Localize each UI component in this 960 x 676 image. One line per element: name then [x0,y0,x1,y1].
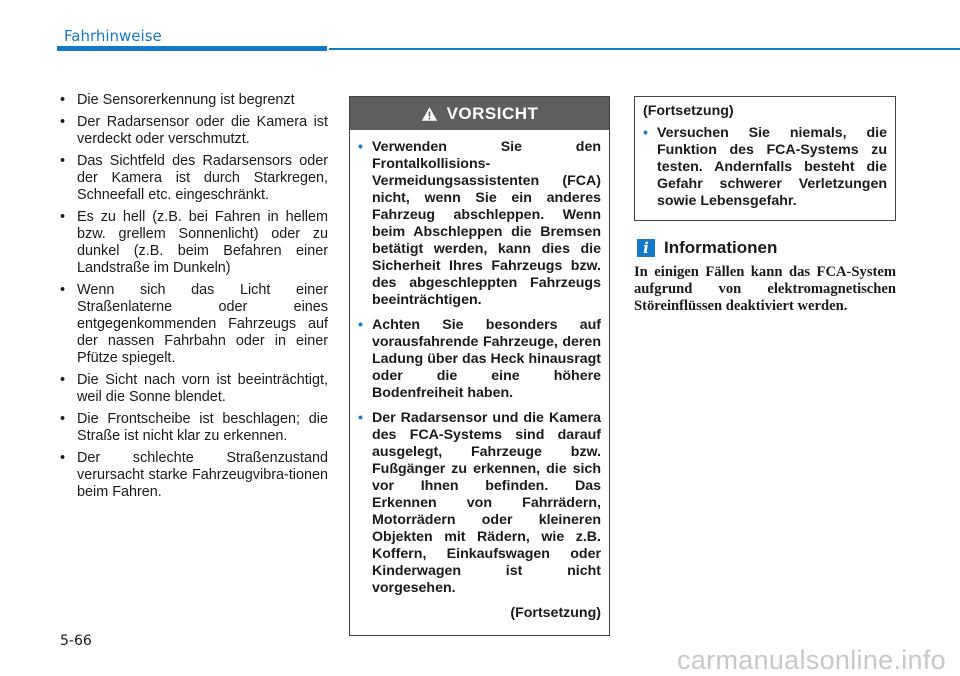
list-item [60,209,328,277]
caution-item-text: Der Radarsensor und die Kamera des FCA-Systems sind darauf ausgelegt, Fahrzeuge bzw. Fußgänger zu erkennen, die sich vor Ihnen befinden. Das Erkennen von Fahrrädern, Motorrädern oder kleineren Objekten mit Rädern, wie z.B. Koffern, Einkaufswagen oder Kinderwagen ist nicht vorgesehen. [372,410,601,596]
bullet: • [60,411,66,427]
list-item-text: Wenn sich das Licht einer Straßenlaterne oder eines entgegenkommenden Fahrzeugs auf der nassen Fahrbahn oder in einer Pfütze spiegelt. [77,282,328,366]
info-title: Informationen [664,238,778,257]
list-item [60,282,328,367]
caution-title: VORSICHT [446,103,539,123]
list-item [60,411,328,445]
bullet: • [60,372,66,388]
continuation-item-text: Versuchen Sie niemals, die Funktion des FCA-Systems zu testen. Andernfalls besteht die Gefahr schwerer Verletzungen sowie Lebensgefahr. [657,125,887,209]
bullet: • [60,282,66,298]
list-item-text: Es zu hell (z.B. bei Fahren in hellem bzw. grellem Sonnenlicht) oder zu dunkel (z.B. beim Befahren einer Landstraße im Dunkeln) [77,209,328,276]
list-item-text: Die Sicht nach vorn ist beeinträchtigt, weil die Sonne blendet. [77,372,328,405]
caution-box [349,96,610,636]
info-heading [637,238,777,258]
caution-item [358,317,601,402]
list-item [60,372,328,406]
bullet: • [60,153,66,169]
caution-header [350,97,609,130]
caution-item-text: Achten Sie besonders auf vorausfahrende Fahrzeuge, deren Ladung über das Heck hinausragt oder die eine höhere Bodenfreiheit haben. [372,317,601,401]
watermark: carmanualsonline.info [677,645,946,675]
info-icon: i [637,239,655,257]
section-title: Fahrhinweise [64,27,162,45]
page-number: 5-66 [60,633,92,649]
bullet: • [60,114,66,130]
list-item [60,153,328,204]
list-item [60,92,328,109]
continuation-list [643,125,887,210]
caution-list [358,139,601,597]
bullet: • [643,125,648,141]
continuation-heading: (Fortsetzung) [643,103,734,119]
caution-item-text: Verwenden Sie den Frontalkollisions-Vermeidungsassistenten (FCA) nicht, wenn Sie ein anderes Fahrzeug abschleppen. Wenn beim Abschleppen die Bremsen betätigt werden, kann dies die Sicherheit Ihres Fahrzeugs bzw. des abgeschleppten Fahrzeugs beeinträchtigen. [372,139,601,308]
bullet: • [358,139,363,155]
continued-label: (Fortsetzung) [510,605,601,621]
info-text: In einigen Fällen kann das FCA-System aufgrund von elektromagnetischen Störeinflüssen deaktiviert werden. [634,264,896,314]
caution-body [350,130,609,621]
left-column [60,92,328,506]
bullet: • [60,450,66,466]
caution-item [358,410,601,597]
continuation-item [643,125,887,210]
bullet: • [358,410,363,426]
list-item-text: Das Sichtfeld des Radarsensors oder der Kamera ist durch Starkregen, Schneefall etc. eingeschränkt. [77,153,328,203]
caution-item [358,139,601,309]
list-item-text: Die Sensorerkennung ist begrenzt [77,92,295,108]
header-rule-accent [57,46,327,51]
warning-triangle-icon [421,106,438,122]
list-item [60,114,328,148]
bullet: • [60,92,66,108]
bullet: • [358,317,363,333]
condition-list [60,92,328,501]
list-item-text: Der Radarsensor oder die Kamera ist verdeckt oder verschmutzt. [77,114,328,147]
header-rule [329,48,960,50]
list-item-text: Die Frontscheibe ist beschlagen; die Straße ist nicht klar zu erkennen. [77,411,328,444]
continuation-box [634,96,896,221]
list-item-text: Der schlechte Straßenzustand verursacht starke Fahrzeugvibra-tionen beim Fahren. [77,450,328,500]
bullet: • [60,209,66,225]
list-item [60,450,328,501]
